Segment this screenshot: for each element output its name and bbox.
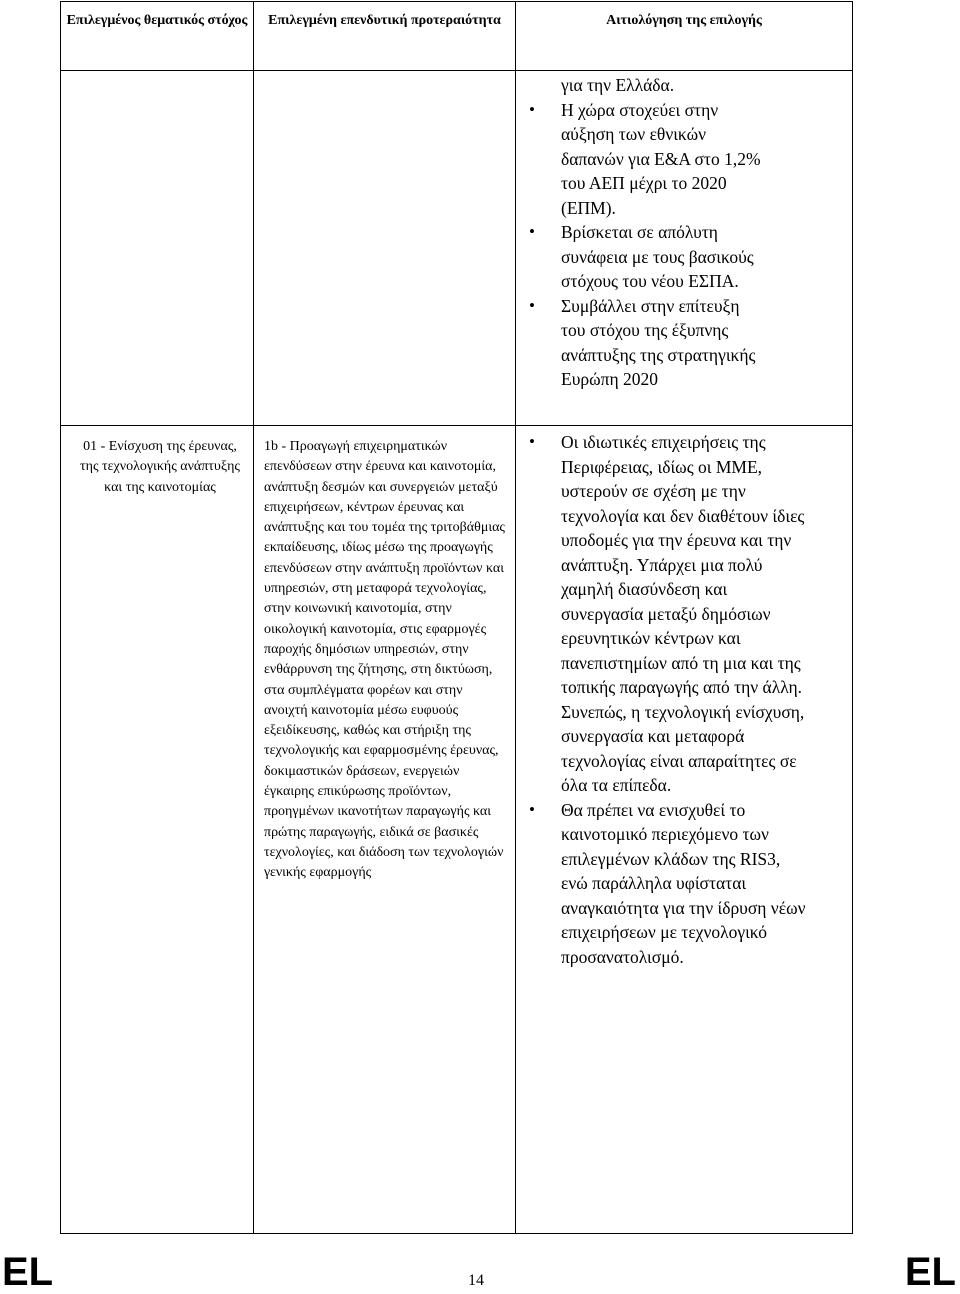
header-objective: Επιλεγμένος θεματικός στόχος xyxy=(61,2,254,71)
footer-language-right: EL xyxy=(904,1250,956,1294)
row2-justification-list xyxy=(516,430,811,969)
thematic-objective: 01 - Ενίσχυση της έρευνας, της τεχνολογικής ανάπτυξης και της καινοτομίας xyxy=(61,426,254,1234)
header-priority: Επιλεγμένη επενδυτική προτεραιότητα xyxy=(254,2,516,71)
header-justification: Αιτιολόγηση της επιλογής xyxy=(516,2,853,71)
list-item: • Οι ιδιωτικές επιχειρήσεις της Περιφέρειας, ιδίως οι ΜΜΕ, υστερούν σε σχέση με την τεχνολογία και δεν διαθέτουν ίδιες υποδομές για την έρευνα και την ανάπτυξη. Υπάρχει μια πολύ χαμηλή διασύνδεση και συνεργασία μεταξύ δημόσιων ερευνητικών κέντρων και πανεπιστημίων από τη μια και της τοπικής παραγωγής από την άλλη. Συνεπώς, η τεχνολογική ενίσχυση, συνεργασία και μεταφορά τεχνολογίας είναι απαραίτητες σε όλα τα επίπεδα. xyxy=(516,430,811,798)
row1-justification-list xyxy=(516,73,766,392)
table-header-row xyxy=(61,2,853,71)
list-item: • Θα πρέπει να ενισχυθεί το καινοτομικό περιεχόμενο των επιλεγμένων κλάδων της RIS3, ενώ παράλληλα υφίσταται αναγκαιότητα για την ίδρυση νέων επιχειρήσεων με τεχνολογικό προσανατολισμό. xyxy=(516,798,811,970)
list-item: • Συμβάλλει στην επίτευξη του στόχου της έξυπνης ανάπτυξης της στρατηγικής Ευρώπη 2020 xyxy=(516,294,766,392)
table-row xyxy=(61,71,853,426)
row2-justification-cell xyxy=(516,426,853,1234)
list-item: • Βρίσκεται σε απόλυτη συνάφεια με τους βασικούς στόχους του νέου ΕΣΠΑ. xyxy=(516,220,766,294)
row1-objective-cell xyxy=(61,71,254,426)
list-item: για την Ελλάδα. xyxy=(561,75,675,95)
row1-justification-cell xyxy=(516,71,853,426)
list-item: • Η χώρα στοχεύει στην αύξηση των εθνικών δαπανών για Ε&Α στο 1,2% του ΑΕΠ μέχρι το 2020 (ΕΠΜ). xyxy=(516,98,766,221)
investment-priority: 1b - Προαγωγή επιχειρηματικών επενδύσεων στην έρευνα και καινοτομία, ανάπτυξη δεσμών και συνεργειών μεταξύ επιχειρήσεων, κέντρων έρευνας και ανάπτυξης και του τομέα της τριτοβάθμιας εκπαίδευσης, ιδίως μέσω της προαγωγής επενδύσεων στην ανάπτυξη προϊόντων και υπηρεσιών, στη μεταφορά τεχνολογίας, στην κοινωνική καινοτομία, στην οικολογική καινοτομία, στις εφαρμογές παροχής δημόσιων υπηρεσιών, στην ενθάρρυνση της ζήτησης, στη δικτύωση, στα συμπλέγματα φορέων και στην ανοιχτή καινοτομία μέσω ευφυούς εξειδίκευσης, καθώς και στήριξη της τεχνολογικής και εφαρμοσμένης έρευνας, δοκιμαστικών δράσεων, ενεργειών έγκαιρης επικύρωσης προϊόντων, προηγμένων ικανοτήτων παραγωγής και πρώτης παραγωγής, ειδικά σε βασικές τεχνολογίες, και διάδοση των τεχνολογιών γενικής εφαρμογής xyxy=(254,426,516,1234)
page-number: 14 xyxy=(468,1272,484,1289)
row1-priority-cell xyxy=(254,71,516,426)
footer-language-left: EL xyxy=(2,1250,54,1294)
priorities-table xyxy=(60,1,853,1234)
table-row xyxy=(61,426,853,1234)
